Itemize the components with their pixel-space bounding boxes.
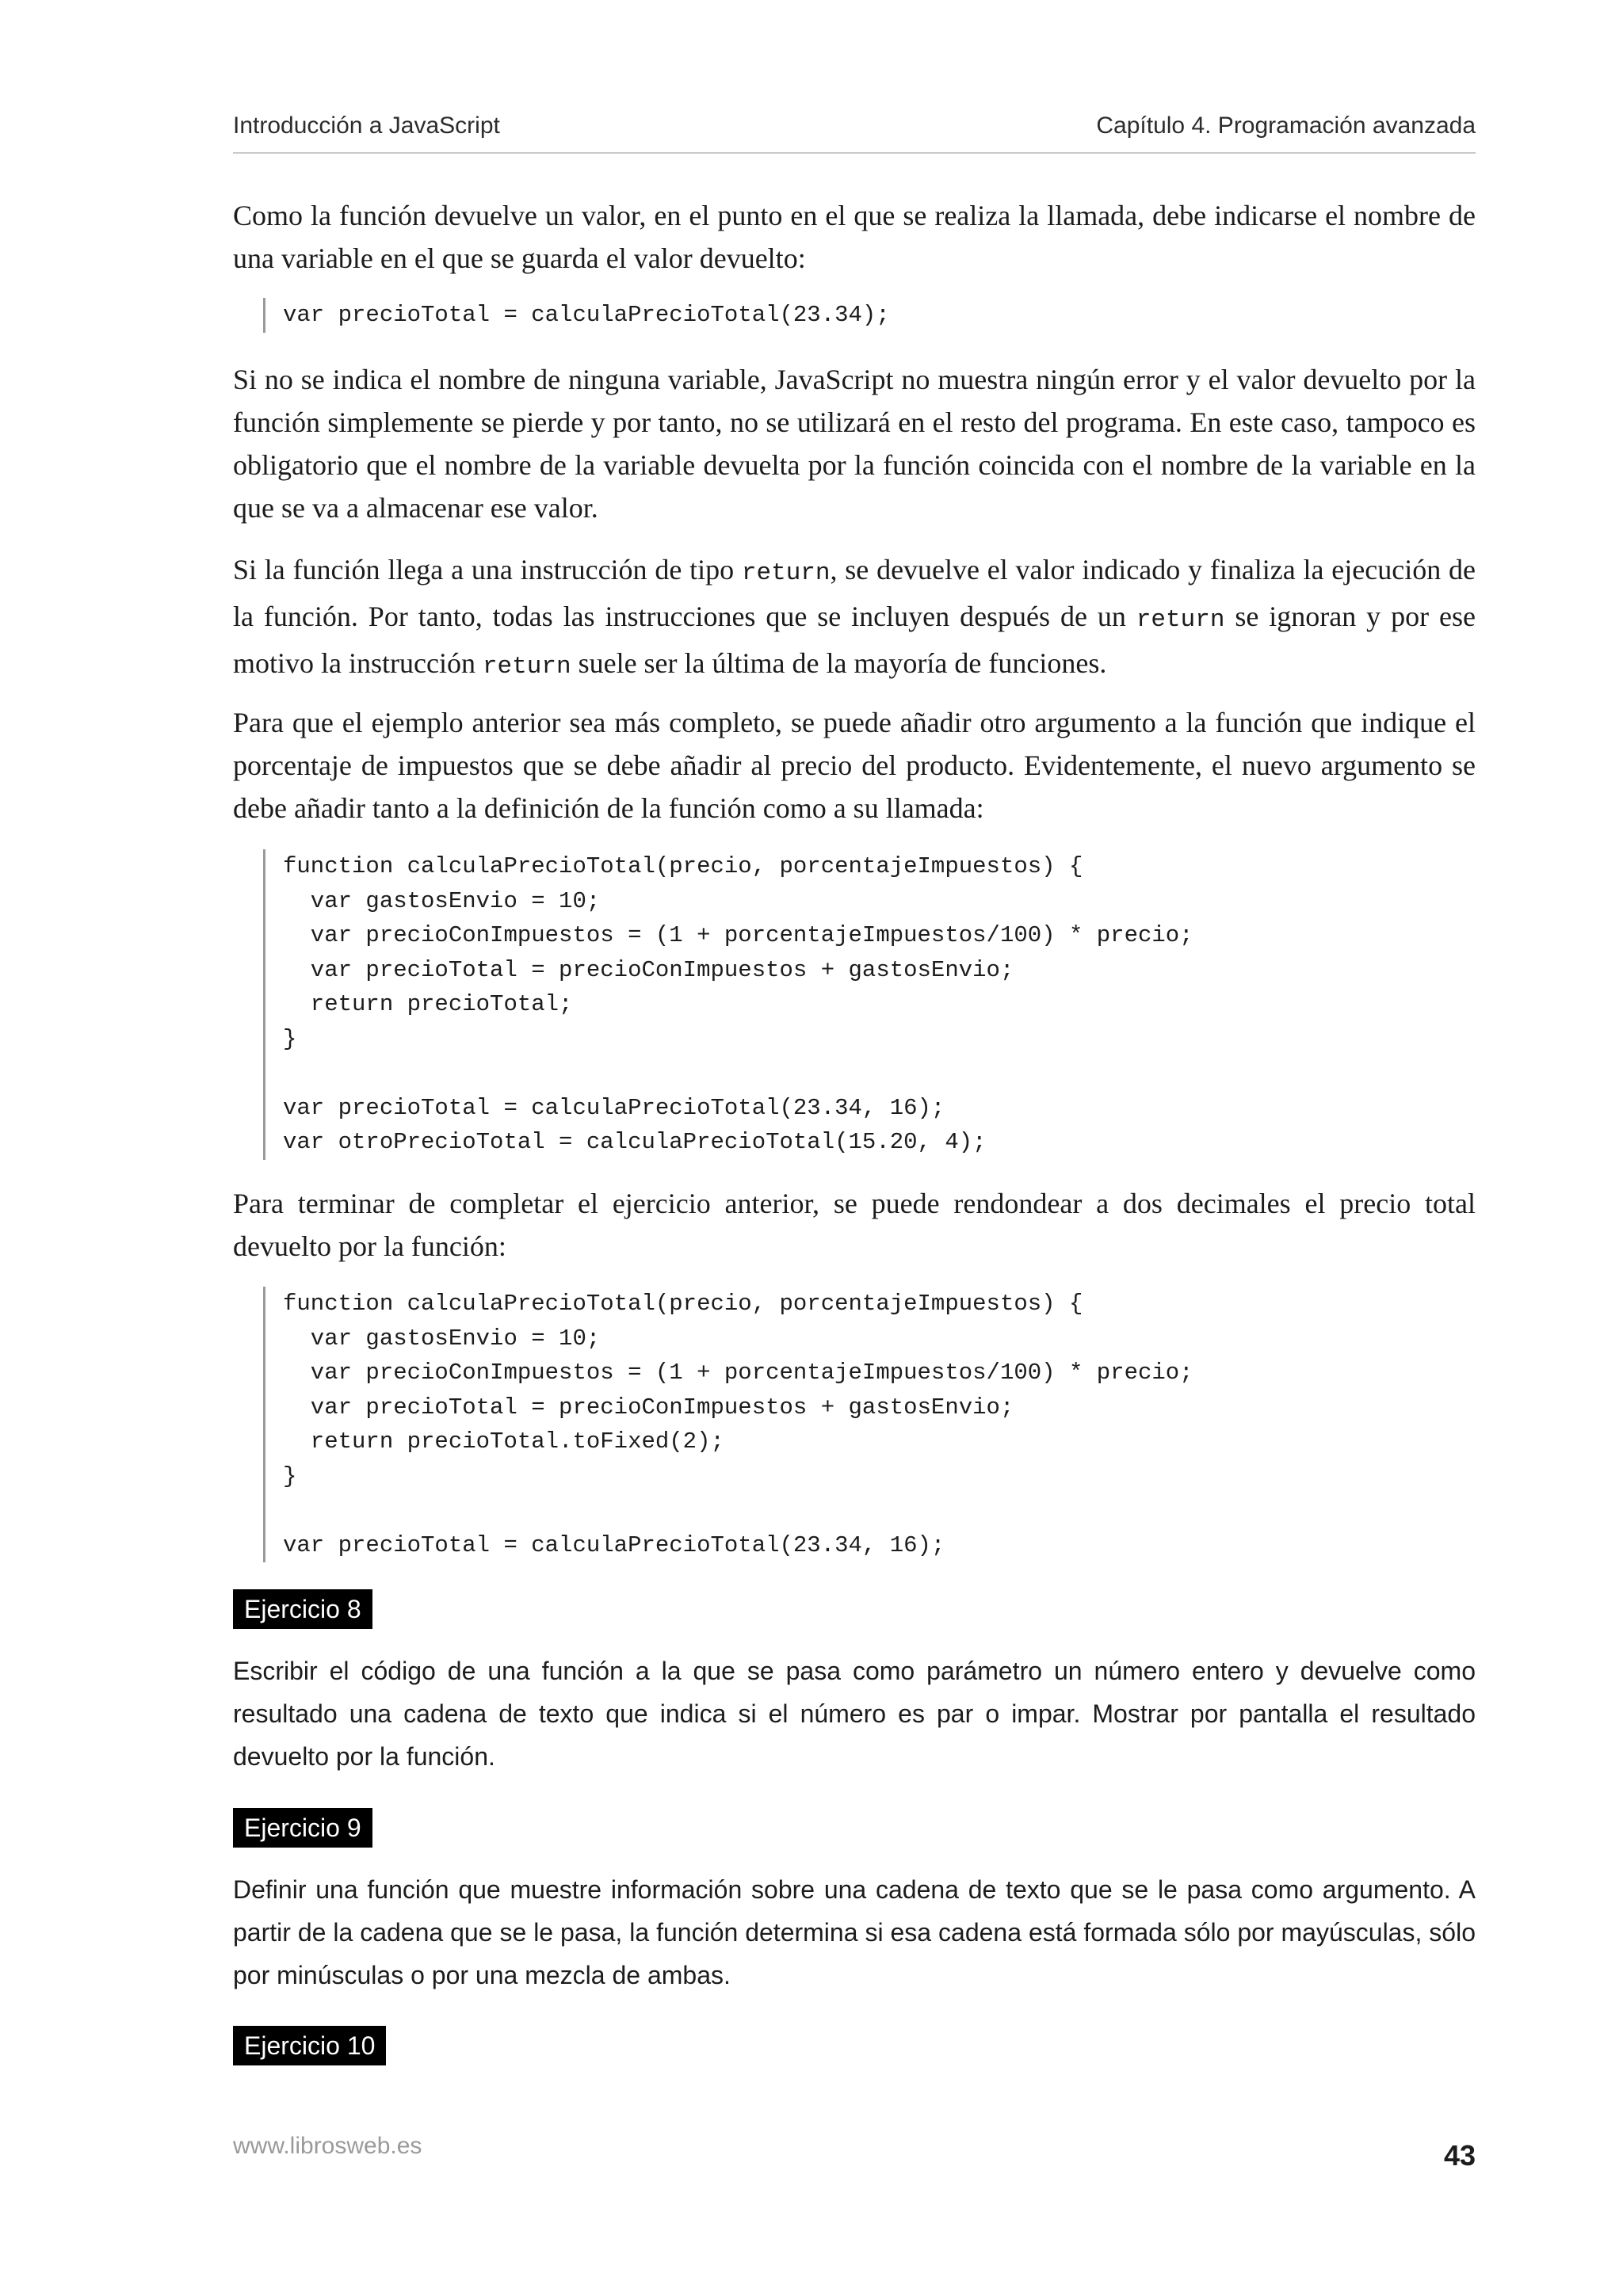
inline-code-return-3: return: [482, 653, 571, 681]
exercise-9-label: Ejercicio 9: [233, 1808, 372, 1848]
paragraph-3-text-b: , se devuelve el valor indicado y finaliza la ejecución de la función. Por tanto, todas las instrucciones que se incluyen después de un: [233, 554, 1476, 632]
footer-url: www.librosweb.es: [233, 2133, 422, 2159]
code-block-1: var precioTotal = calculaPrecioTotal(23.34);: [263, 298, 1472, 333]
paragraph-5: Para terminar de completar el ejercicio anterior, se puede rendondear a dos decimales el precio total devuelto por la función:: [233, 1188, 1476, 1262]
paragraph-3-text-a: Si la función llega a una instrucción de tipo: [233, 554, 742, 585]
paragraph-2: Si no se indica el nombre de ninguna variable, JavaScript no muestra ningún error y el valor devuelto por la función simplemente se pierde y por tanto, no se utilizará en el resto del programa. En este caso, tampoco es obligatorio que el nombre de la variable devuelta por la función coincida con el nombre de la variable en la que se va a almacenar ese valor.: [233, 364, 1476, 524]
book-title: Introducción a JavaScript: [233, 113, 500, 139]
inline-code-return-1: return: [741, 559, 831, 587]
exercise-9-text: Definir una función que muestre información sobre una cadena de texto que se le pasa como argumento. A partir de la cadena que se le pasa, la función determina si esa cadena está formada sólo por mayúsculas, sólo por minúsculas o por una mezcla de ambas.: [233, 1875, 1476, 1989]
exercise-8-label: Ejercicio 8: [233, 1589, 372, 1629]
paragraph-3-text-c: se ignoran y por ese motivo la instrucción: [233, 601, 1476, 679]
page-header: [233, 111, 1476, 154]
paragraph-3-text-d: suele ser la última de la mayoría de funciones.: [571, 647, 1107, 679]
paragraph-3: [233, 548, 1476, 688]
page-number: 43: [1443, 2139, 1476, 2172]
paragraph-1: Como la función devuelve un valor, en el punto en el que se realiza la llamada, debe indicarse el nombre de una variable en el que se guarda el valor devuelto:: [233, 200, 1476, 274]
paragraph-4: Para que el ejemplo anterior sea más completo, se puede añadir otro argumento a la función que indique el porcentaje de impuestos que se debe añadir al precio del producto. Evidentemente, el nuevo argumento se debe añadir tanto a la definición de la función como a su llamada:: [233, 707, 1476, 824]
exercise-8-text: Escribir el código de una función a la que se pasa como parámetro un número entero y devuelve como resultado una cadena de texto que indica si el número es par o impar. Mostrar por pantalla el resultado devuelto por la función.: [233, 1657, 1476, 1771]
inline-code-return-2: return: [1136, 606, 1225, 634]
exercise-10-label: Ejercicio 10: [233, 2026, 386, 2065]
code-block-3: function calculaPrecioTotal(precio, porcentajeImpuestos) { var gastosEnvio = 10; var precioConImpuestos = (1 + porcentajeImpuestos/100) * precio; var precioTotal = precioConImpuestos + gastosEnvio; return precioTotal.toFixed(2); } var precioTotal = calculaPrecioTotal(23.34, 16);: [263, 1287, 1472, 1562]
chapter-title: Capítulo 4. Programación avanzada: [1096, 113, 1476, 139]
code-block-2: function calculaPrecioTotal(precio, porcentajeImpuestos) { var gastosEnvio = 10; var precioConImpuestos = (1 + porcentajeImpuestos/100) * precio; var precioTotal = precioConImpuestos + gastosEnvio; return precioTotal; } var precioTotal = calculaPrecioTotal(23.34, 16); var otroPrecioTotal = calculaPrecioTotal(15.20, 4);: [263, 849, 1472, 1160]
